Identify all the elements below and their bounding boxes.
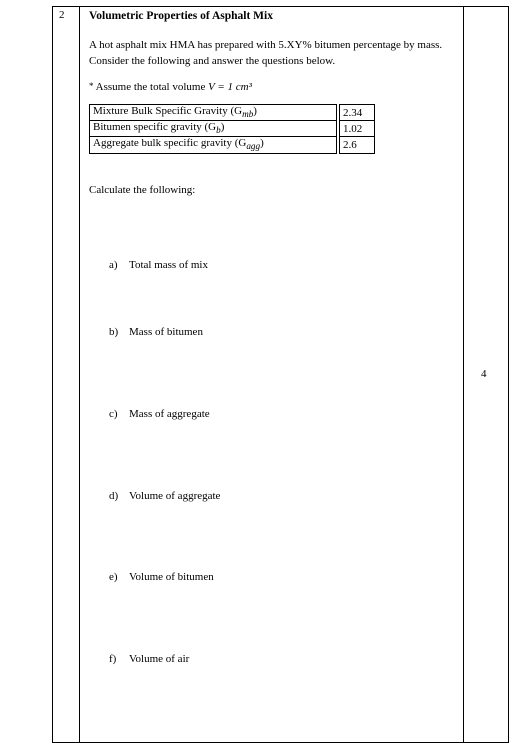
properties-table bbox=[89, 104, 375, 154]
part-letter: c) bbox=[109, 408, 118, 420]
assumption-text: Assume the total volume bbox=[95, 81, 209, 93]
part-letter: e) bbox=[109, 571, 118, 583]
part-a bbox=[109, 259, 208, 271]
question-instruction: Consider the following and answer the questions below. bbox=[89, 55, 336, 67]
part-c bbox=[109, 408, 210, 420]
part-letter: d) bbox=[109, 490, 119, 502]
part-f bbox=[109, 653, 189, 665]
assumption-star: * bbox=[89, 81, 94, 91]
part-d bbox=[109, 490, 220, 502]
property-label: Mixture Bulk Specific Gravity $(G_{mb})$ bbox=[90, 105, 337, 121]
part-text: Total mass of mix bbox=[129, 259, 208, 271]
part-text: Volume of air bbox=[129, 653, 190, 665]
part-e bbox=[109, 571, 214, 583]
part-text: Mass of aggregate bbox=[129, 408, 210, 420]
question-title: Volumetric Properties of Asphalt Mix bbox=[89, 10, 273, 22]
part-letter: b) bbox=[109, 326, 119, 338]
assumption-line bbox=[89, 79, 461, 94]
question-marks: 4 bbox=[481, 368, 487, 380]
property-value: 1.02 bbox=[340, 121, 375, 137]
table-row bbox=[90, 105, 375, 121]
property-value: 2.6 bbox=[340, 137, 375, 153]
question-number: 2 bbox=[59, 9, 65, 21]
question-table bbox=[52, 6, 509, 743]
part-text: Mass of bitumen bbox=[129, 326, 203, 338]
table-row bbox=[90, 121, 375, 137]
property-value: 2.34 bbox=[340, 105, 375, 121]
property-label: Bitumen specific gravity $(G_b)$ bbox=[90, 121, 337, 137]
column-divider-right bbox=[463, 7, 464, 742]
table-row bbox=[90, 137, 375, 153]
property-label: Aggregate bulk specific gravity $(G_{agg})$ bbox=[90, 137, 337, 153]
assumption-formula: V = 1 cm³ bbox=[208, 81, 252, 93]
part-b bbox=[109, 326, 203, 338]
part-letter: f) bbox=[109, 653, 117, 665]
part-letter: a) bbox=[109, 259, 118, 271]
calculate-label: Calculate the following: bbox=[89, 183, 196, 196]
column-divider-left bbox=[79, 7, 80, 742]
question-intro: A hot asphalt mix HMA has prepared with 5.XY% bitumen percentage by mass. bbox=[89, 39, 443, 51]
part-text: Volume of aggregate bbox=[129, 490, 221, 502]
part-text: Volume of bitumen bbox=[129, 571, 214, 583]
question-content bbox=[89, 9, 461, 665]
